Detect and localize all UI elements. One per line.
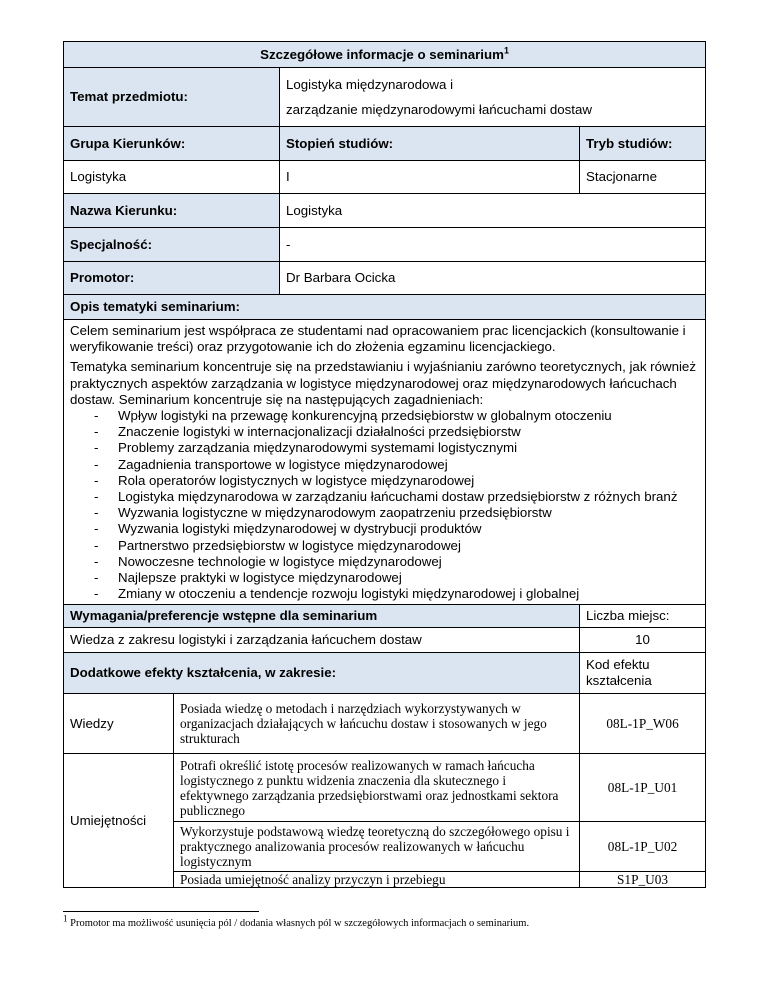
list-item: - Nowoczesne technologie w logistyce międzynarodowej xyxy=(94,553,442,569)
list-item: - Najlepsze praktyki w logistyce międzynarodowej xyxy=(94,570,402,586)
liczba-miejsc-value: 10 xyxy=(580,628,706,653)
list-item: - Rola operatorów logistycznych w logistyce międzynarodowej xyxy=(94,472,475,488)
umiejetnosci-label: Umiejętności xyxy=(64,754,174,888)
wiedzy-row xyxy=(64,694,706,754)
wymagania-value-row xyxy=(64,628,706,653)
kierunek-value: Logistyka xyxy=(280,194,706,228)
opis-para-1: Celem seminarium jest współpraca ze studentami nad opracowaniem prac licencjackich (konsultowanie i weryfikowanie treści) oraz przygotowanie ich do złożenia egzaminu licencjackiego. xyxy=(70,323,686,355)
footnote-divider xyxy=(63,911,259,912)
wiedzy-text: Posiada wiedzę o metodach i narzędziach wykorzystywanych w organizacjach działających w łańcuchu dostaw i stosowanych w jego strukturach xyxy=(174,694,580,754)
list-item: - Zagadnienia transportowe w logistyce międzynarodowej xyxy=(94,456,448,472)
footnote-mark: 1 xyxy=(503,45,509,56)
promotor-value: Dr Barbara Ocicka xyxy=(280,262,706,295)
temat-label: Temat przedmiotu: xyxy=(64,68,280,127)
stopien-value: I xyxy=(280,161,580,194)
promotor-row xyxy=(64,262,706,295)
form-title: Szczegółowe informacje o seminarium$^1$ xyxy=(64,42,706,68)
list-item: - Wyzwania logistyki międzynarodowej w dystrybucji produktów xyxy=(94,521,482,537)
wymagania-header-row xyxy=(64,605,706,628)
opis-label: Opis tematyki seminarium: xyxy=(64,295,706,320)
list-item: - Partnerstwo przedsiębiorstw w logistyce międzynarodowej xyxy=(94,537,461,553)
umiejetnosci-text-1: Potrafi określić istotę procesów realizowanych w ramach łańcucha logistycznego z punktu widzenia znaczenia dla skutecznego i efektywnego zarządzania przedsiębiorstwami oraz jednostkami sektora publicznego xyxy=(174,754,580,822)
seminar-info-form xyxy=(63,41,705,888)
umiejetnosci-text-3: Posiada umiejętność analizy przyczyn i przebiegu xyxy=(174,872,580,888)
temat-row xyxy=(64,68,706,127)
temat-value: Logistyka międzynarodowa i zarządzanie międzynarodowymi łańcuchami dostaw xyxy=(280,68,706,127)
grupa-label: Grupa Kierunków: xyxy=(64,127,280,161)
specjalnosc-label: Specjalność: xyxy=(64,228,280,262)
umiejetnosci-row-1 xyxy=(64,754,706,822)
umiejetnosci-code-2: 08L-1P_U02 xyxy=(580,822,706,872)
footnote-number: 1 xyxy=(63,913,68,924)
grupa-value-row xyxy=(64,161,706,194)
umiejetnosci-code-3: S1P_U03 xyxy=(580,872,706,888)
seminar-table xyxy=(63,41,706,888)
efekty-label: Dodatkowe efekty kształcenia, w zakresie: xyxy=(64,653,580,694)
wymagania-label: Wymagania/preferencje wstępne dla seminarium xyxy=(64,605,580,628)
opis-content xyxy=(64,320,706,605)
specjalnosc-row xyxy=(64,228,706,262)
tryb-label: Tryb studiów: xyxy=(580,127,706,161)
list-item: - Znaczenie logistyki w internacjonalizacji działalności przedsiębiorstw xyxy=(94,424,521,440)
title-row xyxy=(64,42,706,68)
umiejetnosci-code-1: 08L-1P_U01 xyxy=(580,754,706,822)
grupa-header-row xyxy=(64,127,706,161)
opis-para-2: Tematyka seminarium koncentruje się na przedstawianiu i wyjaśnianiu zarówno teoretycznych, jak również praktycznych aspektów zarządzania w logistyce międzynarodowej oraz międzynarodowych łańcuchach dostaw. Seminarium koncentruje się na następujących zagadnieniach: xyxy=(70,359,696,407)
liczba-miejsc-label: Liczba miejsc: xyxy=(580,605,706,628)
opis-topic-list xyxy=(70,408,699,602)
list-item: - Wpływ logistyki na przewagę konkurencyjną przedsiębiorstw w globalnym otoczeniu xyxy=(94,408,612,424)
specjalnosc-value: - xyxy=(280,228,706,262)
list-item: - Wyzwania logistyczne w międzynarodowym zaopatrzeniu przedsiębiorstw xyxy=(94,505,552,521)
wiedzy-label: Wiedzy xyxy=(64,694,174,754)
kod-efektu-label: Kod efektu kształcenia xyxy=(580,653,706,694)
footnote xyxy=(63,913,530,929)
promotor-label: Promotor: xyxy=(64,262,280,295)
footnote-text: Promotor ma możliwość usunięcia pól / dodania własnych pól w szczegółowych informacjach o seminarium. xyxy=(70,918,530,929)
list-item: - Zmiany w otoczeniu a tendencje rozwoju logistyki międzynarodowej i globalnej xyxy=(94,586,580,602)
list-item: - Logistyka międzynarodowa w zarządzaniu łańcuchami dostaw przedsiębiorstw z różnych branż xyxy=(94,489,678,505)
efekty-header-row xyxy=(64,653,706,694)
wymagania-value: Wiedza z zakresu logistyki i zarządzania łańcuchem dostaw xyxy=(64,628,580,653)
umiejetnosci-text-2: Wykorzystuje podstawową wiedzę teoretyczną do szczegółowego opisu i praktycznego analizowania procesów realizowanych w łańcuchu logistycznym xyxy=(174,822,580,872)
kierunek-row xyxy=(64,194,706,228)
stopien-label: Stopień studiów: xyxy=(280,127,580,161)
wiedzy-code: 08L-1P_W06 xyxy=(580,694,706,754)
kierunek-label: Nazwa Kierunku: xyxy=(64,194,280,228)
opis-label-row xyxy=(64,295,706,320)
tryb-value: Stacjonarne xyxy=(580,161,706,194)
list-item: - Problemy zarządzania międzynarodowymi systemami logistycznymi xyxy=(94,440,518,456)
opis-content-row xyxy=(64,320,706,605)
grupa-value: Logistyka xyxy=(64,161,280,194)
